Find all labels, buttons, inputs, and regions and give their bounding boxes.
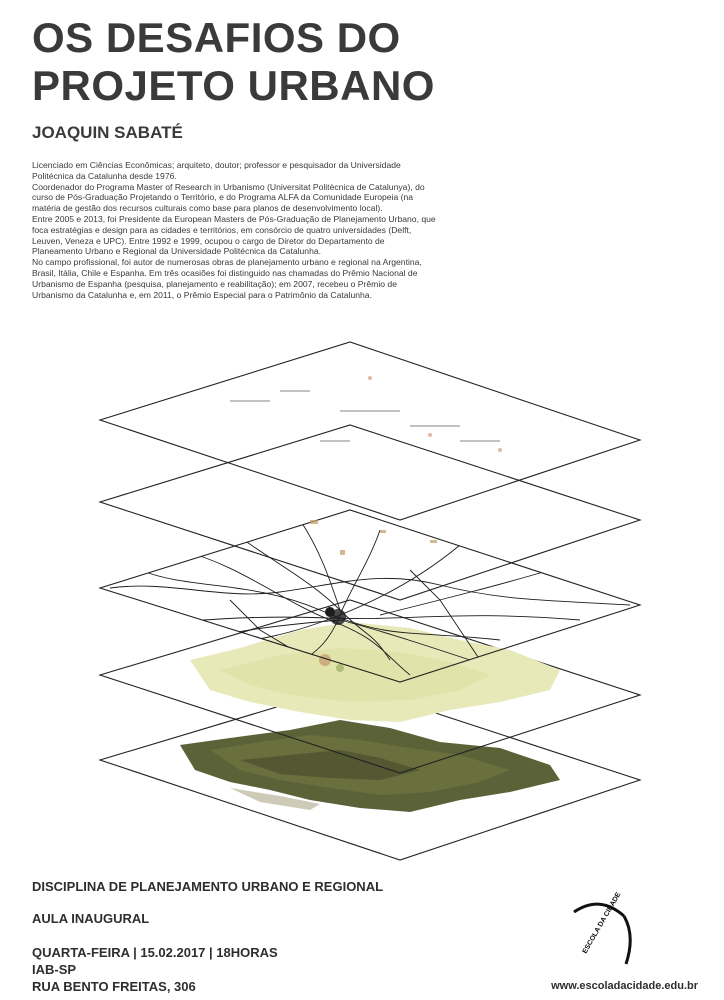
author-name: JOAQUIN SABATÉ (32, 123, 183, 142)
author-bio (32, 160, 436, 300)
event-address: RUA BENTO FREITAS, 306 (32, 979, 196, 994)
course-name: DISCIPLINA DE PLANEJAMENTO URBANO E REGIONAL (32, 879, 384, 894)
urban-fabric-layer (230, 376, 502, 452)
layered-maps-illustration (80, 330, 660, 875)
poster-title (32, 14, 652, 110)
bio-paragraph: Entre 2005 e 2013, foi Presidente da European Masters de Pós-Graduação de Planejamento Urbano, que foca estratégias e design para as cidades e territórios, em consórcio de quatro universidades (Delft, Leuven, Veneza e UPC). Entre 1992 e 1999, ocupou o cargo de Diretor do Departamento de Planeamento Urbano e Regional da Universidade Politécnica da Catalunha. (32, 213, 436, 257)
settlements-layer (100, 425, 640, 600)
svg-text:ESCOLA DA CIDADE: ESCOLA DA CIDADE (581, 891, 623, 955)
title-line-1: OS DESAFIOS DO (32, 14, 401, 61)
title-line-2: PROJETO URBANO (32, 62, 435, 109)
bio-paragraph: No campo profissional, foi autor de numerosas obras de planejamento urbano e regional na Argentina, Brasil, Itália, Chile e Espanha. Em três ocasiões foi distinguido nas chamadas do Prêmio Nacional de Urbanismo de Espanha (pesquisa, planejamento e reabilitação); em 2007, recebeu o Prêmio de Urbanismo da Catalunha e, em 2011, o Prêmio Especial para o Patrimônio da Catalunha. (32, 257, 422, 300)
escola-da-cidade-logo (568, 890, 648, 970)
event-venue: IAB-SP (32, 962, 77, 977)
website-link[interactable]: www.escoladacidade.edu.br (551, 980, 698, 992)
bio-paragraph: Licenciado em Ciências Econômicas; arquiteto, doutor; professor e pesquisador da Universidade Politécnica da Catalunha desde 1976. (32, 160, 401, 181)
lecture-type: AULA INAUGURAL (32, 911, 150, 926)
bio-paragraph: Coordenador do Programa Master of Research in Urbanismo (Universitat Politècnica de Catalunya), do curso de Pós-Graduação Projetando o Território, e do Programa ALFA da Comunidade Europeia (na matéria de gestão dos recursos culturais como base para planos de desenvolvimento local). (32, 181, 425, 214)
event-date: QUARTA-FEIRA | 15.02.2017 | 18HORAS (32, 945, 278, 960)
